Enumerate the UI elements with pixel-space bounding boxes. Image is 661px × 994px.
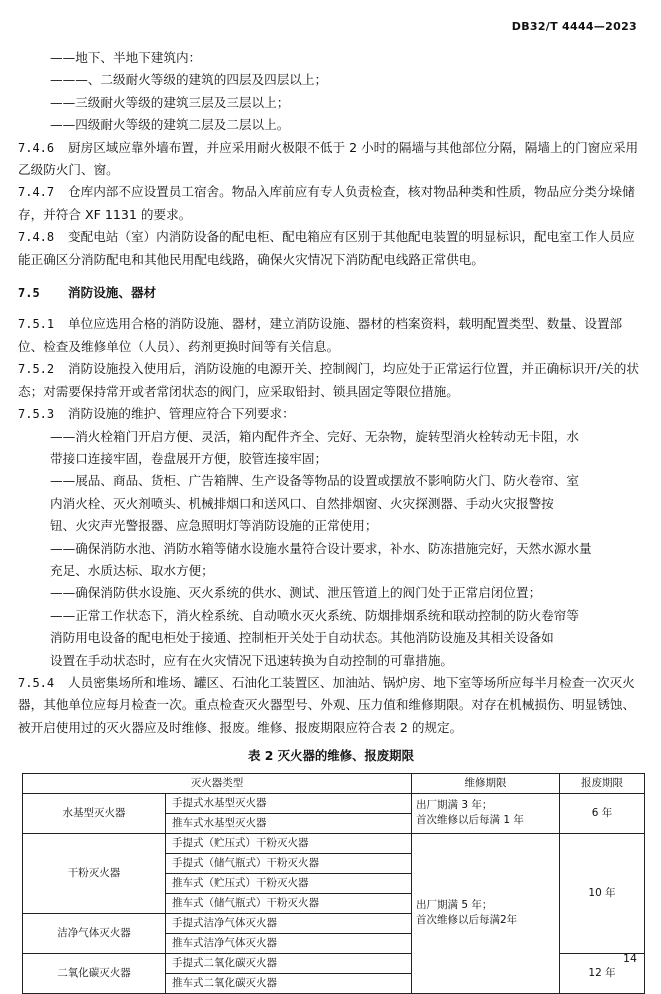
maintenance-line: 出厂期满 3 年； (416, 799, 493, 812)
header-scrap: 报废期限 (560, 773, 645, 793)
group-co2: 二氧化碳灭火器 (23, 953, 166, 993)
model-cell: 推车式二氧化碳灭火器 (166, 973, 412, 993)
model-cell: 手提式水基型灭火器 (166, 793, 412, 813)
clause-number: 7.5.3 (18, 407, 55, 422)
clause-text: 人员密集场所和堆场、罐区、石油化工装置区、加油站、锅炉房、地下室等场所应每半月检查一次灭火器，其他单位应每月检查一次。重点检查灭火器型号、外观、压力值和维修期限。对存在机械损伤、明显锈蚀、被开启使用过的灭火器应及时维修、报废。维修、报废期限应符合表 2 的规定。 (18, 674, 636, 735)
clause-number: 7.4.8 (18, 230, 55, 245)
page-number: 14 (623, 952, 637, 965)
model-cell: 推车式水基型灭火器 (166, 813, 412, 833)
clause-7-5-2 (18, 358, 644, 403)
maintenance-period (412, 793, 560, 833)
list-item: ——地下、半地下建筑内： (50, 50, 202, 65)
list-item (18, 426, 644, 471)
model-cell: 手提式洁净气体灭火器 (166, 913, 412, 933)
section-heading (18, 282, 644, 304)
clause-7-5-4 (18, 672, 644, 739)
list-item (18, 582, 644, 604)
list-line: 充足、水质达标、取水方便； (50, 562, 214, 578)
maintenance-line: 首次维修以后每满2年 (416, 914, 518, 927)
clause-7-4-6 (18, 137, 644, 182)
scrap-period: 12 年 (560, 953, 645, 993)
list-line: ——正常工作状态下，消火栓系统、自动喷水灭火系统、防烟排烟系统和联动控制的防火卷帘等 (50, 607, 579, 623)
clause-7-4-7 (18, 181, 644, 226)
list-line: ——展品、商品、货柜、广告箱牌、生产设备等物品的设置或摆放不影响防火门、防火卷帘、室 (50, 473, 579, 489)
clause-7-5-3 (18, 403, 644, 425)
list-line: 消防用电设备的配电柜处于接通、控制柜开关处于自动状态。其他消防设施及其相关设备如 (50, 630, 554, 646)
list-line: ——确保消防供水设施、灭火系统的供水、测试、泄压管道上的阀门处于正常启闭位置； (50, 585, 542, 601)
table-row (23, 793, 645, 813)
list-line: 钮、火灾声光警报器、应急照明灯等消防设施的正常使用； (50, 518, 378, 534)
model-cell: 推车式洁净气体灭火器 (166, 933, 412, 953)
list-line: ——确保消防水池、消防水箱等储水设施水量符合设计要求，补水、防冻措施完好，天然水源水量 (50, 540, 592, 556)
list-item: ———、二级耐火等级的建筑的四层及四层以上； (50, 72, 328, 88)
header-maintenance: 维修期限 (412, 773, 560, 793)
section-number: 7.5 (18, 286, 40, 301)
maintenance-period (412, 833, 560, 993)
clause-number: 7.5.4 (18, 675, 55, 690)
table-header-row (23, 773, 645, 793)
model-cell: 手提式（贮压式）干粉灭火器 (166, 833, 412, 853)
clause-text: 消防设施投入使用后，消防设施的电源开关、控制阀门，均应处于正常运行位置，并正确标识开/关的状态；对需要保持常开或者常闭状态的阀门，应采取铅封、锁具固定等限位措施。 (18, 361, 639, 399)
table-caption: 表 2 灭火器的维修、报废期限 (248, 748, 414, 764)
document-code: DB32/T 4444—2023 (511, 20, 637, 33)
list-item: ——四级耐火等级的建筑二层及二层以上。 (50, 117, 290, 133)
scrap-period: 6 年 (560, 793, 645, 833)
clause-number: 7.5.2 (18, 362, 55, 377)
clause-7-5-1 (18, 313, 644, 358)
group-water: 水基型灭火器 (23, 793, 166, 833)
clause-text: 仓库内部不应设置员工宿舍。物品入库前应有专人负责检查，核对物品种类和性质，物品应分类分垛储存，并符合 XF 1131 的要求。 (18, 184, 635, 222)
page-body (18, 47, 644, 994)
list-line: 内消火栓、灭火剂喷头、机械排烟口和送风口、自然排烟窗、火灾探测器、手动火灾报警按 (50, 495, 554, 511)
maintenance-line: 出厂期满 5 年； (416, 899, 493, 912)
clause-text: 消防设施的维护、管理应符合下列要求： (68, 406, 295, 422)
clause-7-4-8 (18, 226, 644, 271)
list-line: 设置在手动状态时，应有在火灾情况下迅速转换为自动控制的可靠措施。 (50, 652, 453, 668)
clause-number: 7.4.6 (18, 140, 55, 155)
section-title: 消防设施、器材 (68, 285, 157, 301)
header-type: 灭火器类型 (23, 773, 412, 793)
maintenance-line: 首次维修以后每满 1 年 (416, 814, 524, 827)
list-item: ——三级耐火等级的建筑三层及三层以上； (50, 94, 290, 110)
model-cell: 推车式（储气瓶式）干粉灭火器 (166, 893, 412, 913)
clause-text: 变配电站（室）内消防设备的配电柜、配电箱应有区别于其他配电装置的明显标识，配电室工作人员应能正确区分消防配电和其他民用配电线路，确保火灾情况下消防配电线路正常供电。 (18, 229, 635, 267)
list-item (18, 470, 644, 537)
table-row (23, 833, 645, 853)
clause-text: 厨房区域应靠外墙布置，并应采用耐火极限不低于 2 小时的隔墙与其他部位分隔，隔墙上的门窗应采用乙级防火门、窗。 (18, 139, 639, 178)
list-line: 带接口连接牢固，卷盘展开方便，胶管连接牢固； (50, 450, 328, 466)
extinguisher-table (22, 773, 645, 994)
group-powder: 干粉灭火器 (23, 833, 166, 913)
model-cell: 手提式二氧化碳灭火器 (166, 953, 412, 973)
clause-text: 单位应选用合格的消防设施、器材，建立消防设施、器材的档案资料，载明配置类型、数量、设置部位、检查及维修单位（人员）、药剂更换时间等有关信息。 (18, 316, 623, 354)
model-cell: 推车式（贮压式）干粉灭火器 (166, 873, 412, 893)
list-item (18, 538, 644, 583)
model-cell: 手提式（储气瓶式）干粉灭火器 (166, 853, 412, 873)
clause-number: 7.4.7 (18, 185, 55, 200)
list-line: ——消火栓箱门开启方便、灵活，箱内配件齐全、完好、无杂物，旋转型消火栓转动无卡阻，水 (50, 428, 579, 444)
group-clean: 洁净气体灭火器 (23, 913, 166, 953)
clause-number: 7.5.1 (18, 317, 55, 332)
scrap-period: 10 年 (560, 833, 645, 953)
list-item (18, 605, 644, 672)
